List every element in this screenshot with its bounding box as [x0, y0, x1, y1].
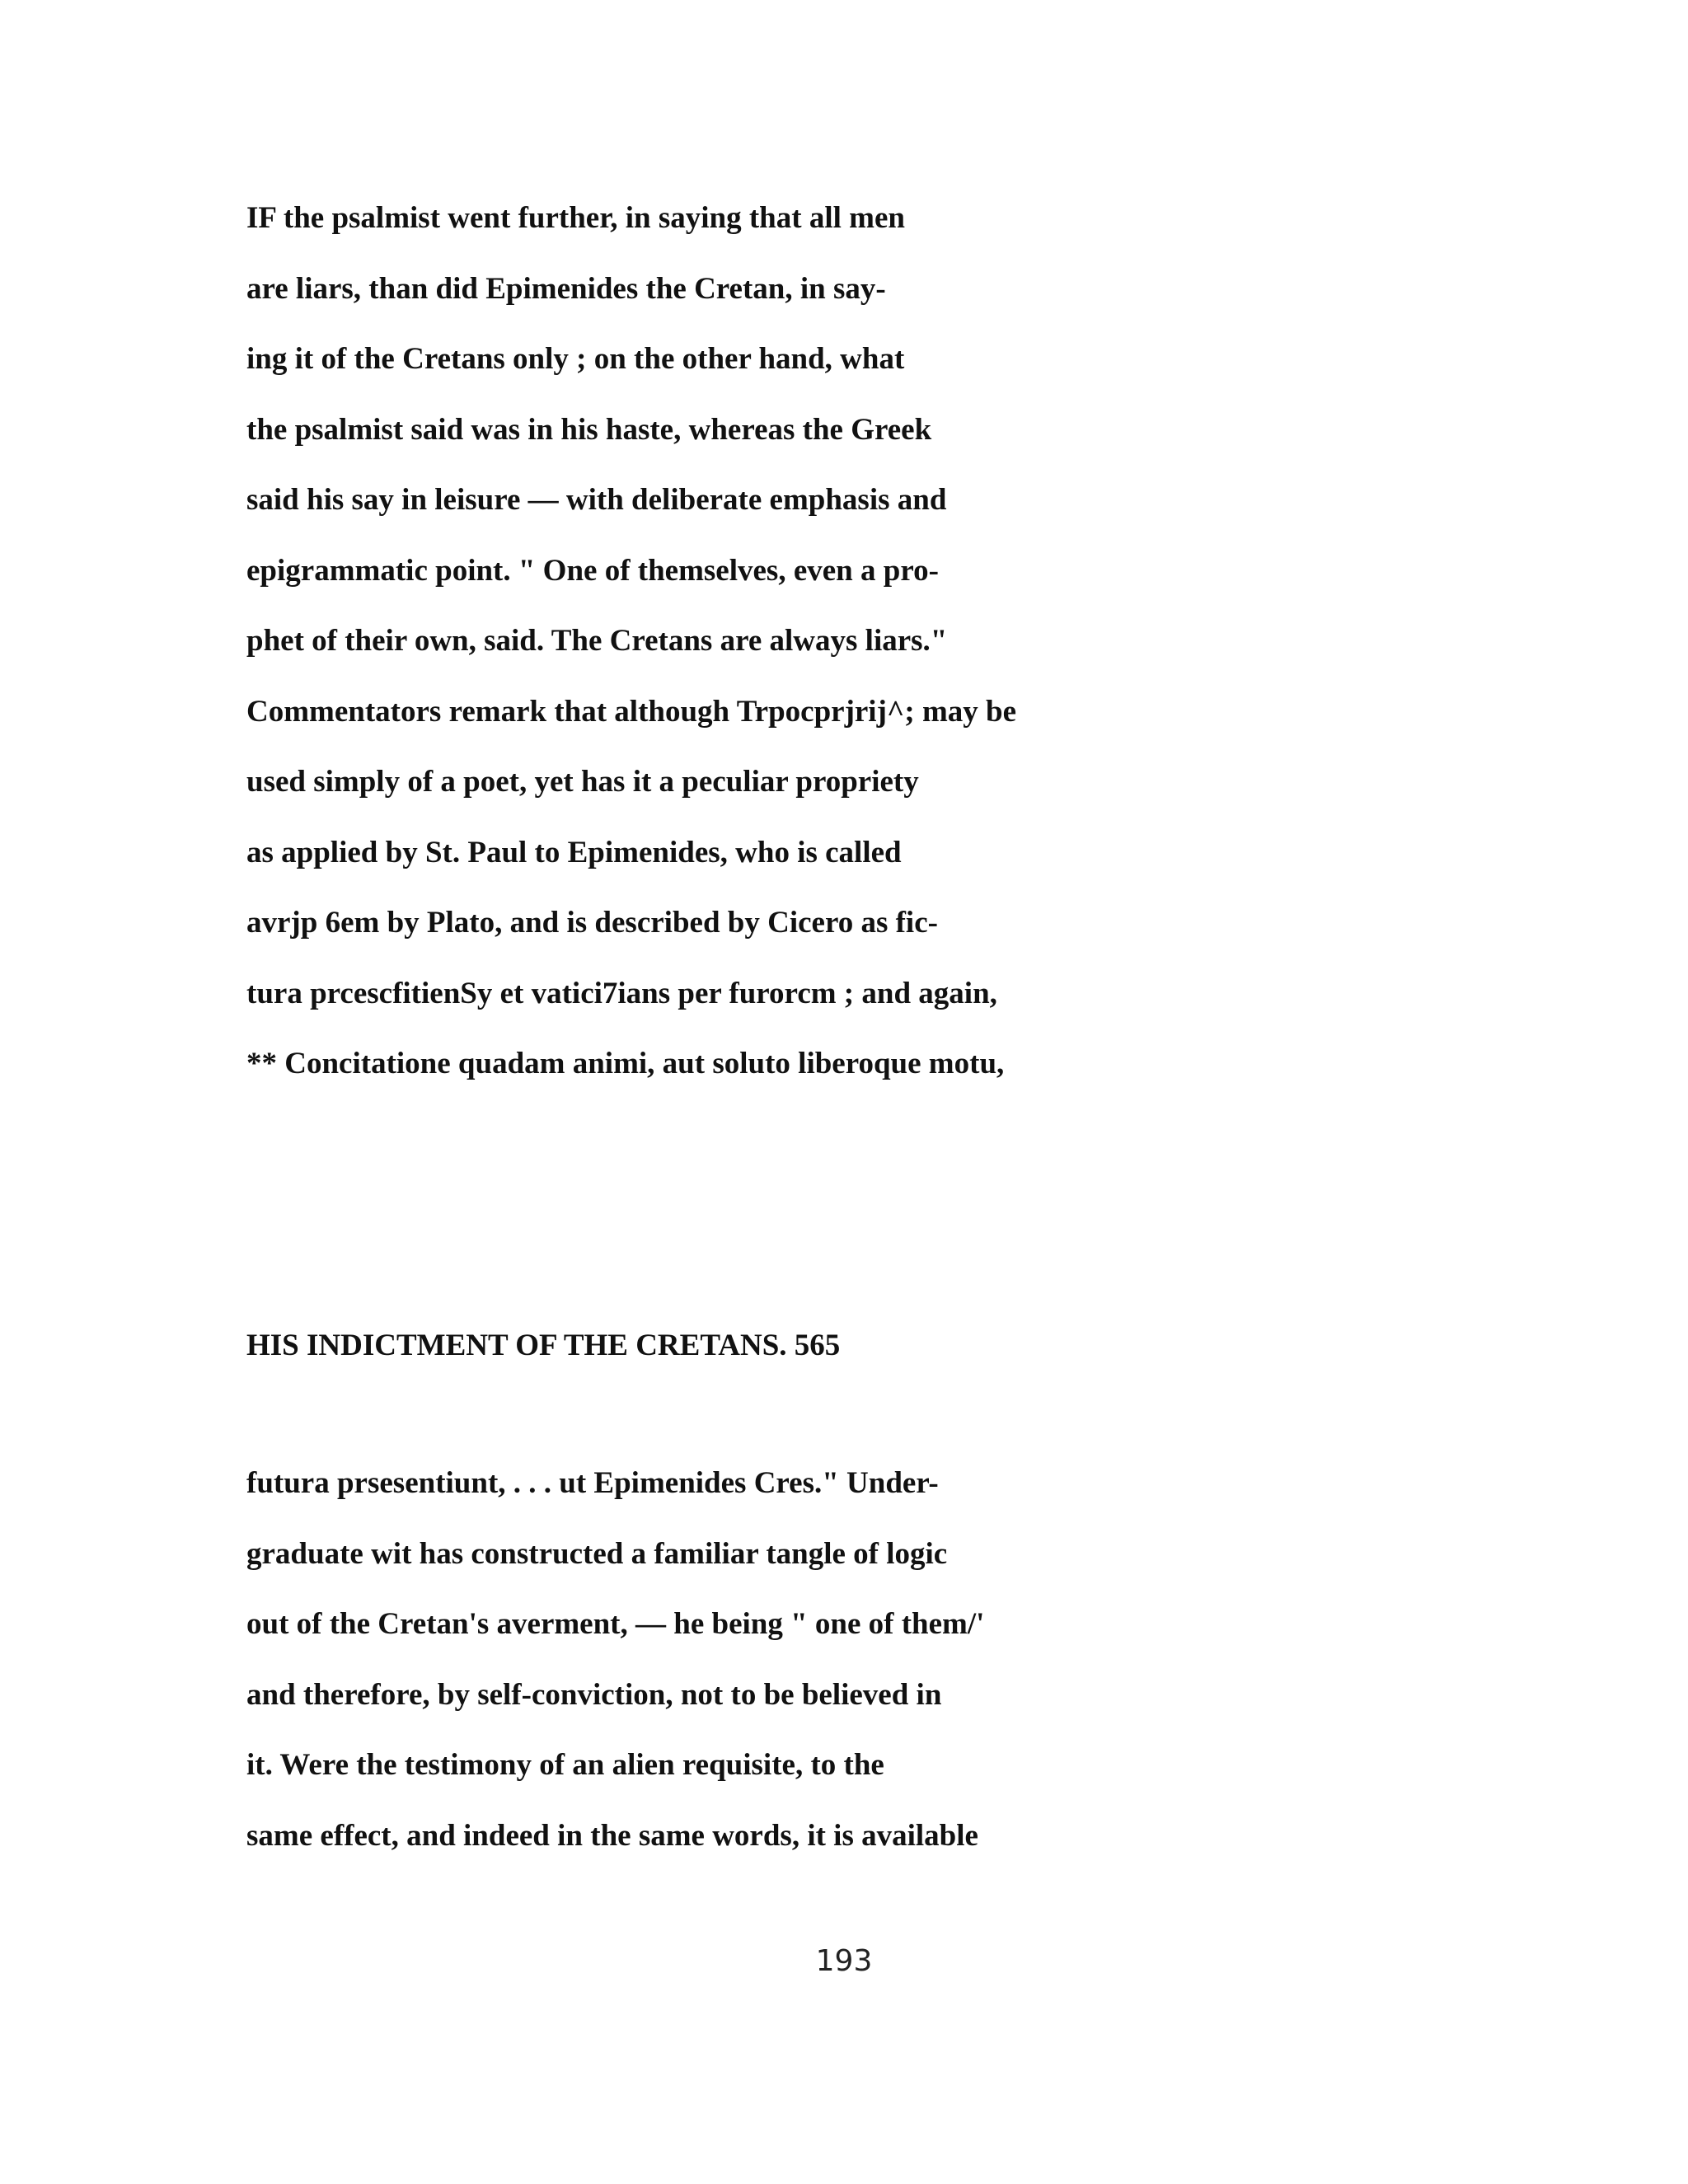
- text-line: same effect, and indeed in the same words, it is available: [246, 1818, 978, 1853]
- text-line: Commentators remark that although Trpocprjrij^; may be: [246, 694, 1017, 729]
- text-block-lower: [246, 1448, 1483, 1871]
- text-line: tura prcescfitienSy et vatici7ians per furorcm ; and again,: [246, 976, 997, 1010]
- text-line: phet of their own, said. The Cretans are always liars.": [246, 624, 948, 658]
- page-number: 193: [815, 1944, 873, 1978]
- text-line: ** Concitatione quadam animi, aut soluto liberoque motu,: [246, 1047, 1005, 1080]
- text-line: epigrammatic point. " One of themselves, even a pro-: [246, 553, 939, 588]
- text-line: and therefore, by self-conviction, not to be believed in: [246, 1677, 942, 1712]
- text-line: IF the psalmist went further, in saying that all men: [246, 201, 905, 235]
- text-line: are liars, than did Epimenides the Cretan, in say-: [246, 271, 886, 306]
- text-line: graduate wit has constructed a familiar tangle of logic: [246, 1536, 948, 1571]
- text-line: the psalmist said was in his haste, whereas the Greek: [246, 412, 932, 447]
- running-head: HIS INDICTMENT OF THE CRETANS. 565: [246, 1329, 841, 1362]
- text-line: it. Were the testimony of an alien requisite, to the: [246, 1748, 884, 1782]
- text-line: futura prsesentiunt, . . . ut Epimenides Cres." Under-: [246, 1466, 939, 1500]
- text-line: out of the Cretan's averment, — he being " one of them/': [246, 1607, 985, 1641]
- text-line: said his say in leisure — with deliberate emphasis and: [246, 483, 947, 517]
- text-line: avrjp 6em by Plato, and is described by Cicero as fic-: [246, 906, 938, 940]
- text-line: as applied by St. Paul to Epimenides, who is called: [246, 835, 902, 869]
- text-line: used simply of a poet, yet has it a peculiar propriety: [246, 765, 919, 799]
- text-line: ing it of the Cretans only ; on the other hand, what: [246, 342, 905, 376]
- text-block-upper: [246, 183, 1483, 1099]
